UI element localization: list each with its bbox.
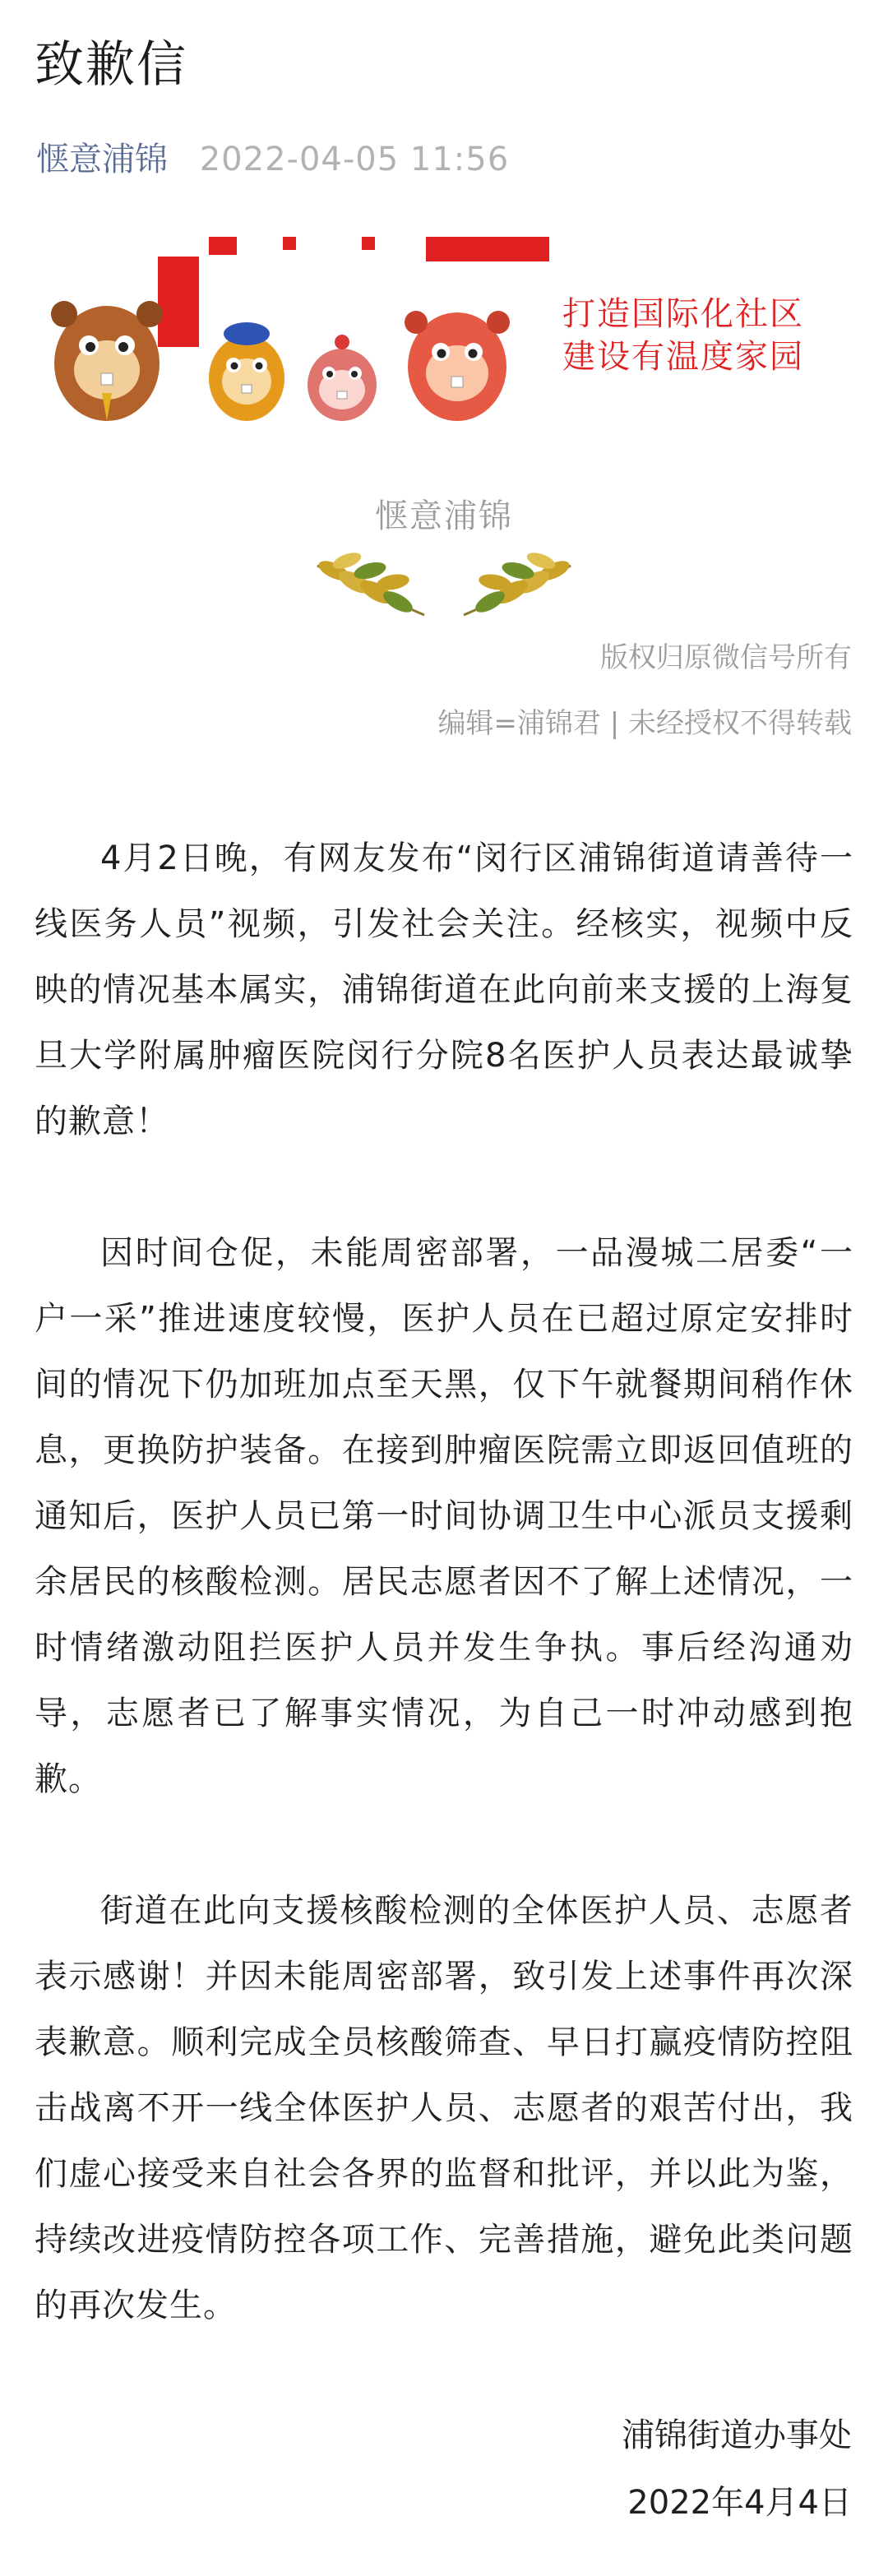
beaver-mascot-icon: [51, 301, 163, 421]
copyright-note: 版权归原微信号所有: [600, 641, 852, 674]
banner-slogan-line-1: 打造国际化社区: [562, 295, 804, 333]
body-paragraph: 4月2日晚，有网友发布“闵行区浦锦街道请善待一线医务人员”视频，引发社会关注。经核实，视频中反映的情况基本属实，浦锦街道在此向前来支援的上海复旦大学附属肿瘤医院闵行分院8名医护人员表达最诚挚的歉意！: [35, 839, 853, 1140]
beaver-mascot-icon: [209, 322, 284, 421]
brand-name: 惬意浦锦: [375, 497, 513, 535]
beaver-mascot-icon: [308, 335, 377, 421]
signature-date: 2022年4月4日: [627, 2484, 852, 2522]
header-banner: [36, 232, 852, 444]
article-meta: [36, 136, 509, 183]
article-title: 致歉信: [35, 36, 187, 94]
editor-note: 编辑=浦锦君 | 未经授权不得转载: [437, 707, 852, 740]
body-paragraph: 街道在此向支援核酸检测的全体医护人员、志愿者表示感谢！并因未能周密部署，致引发上述事件再次深表歉意。顺利完成全员核酸筛查、早日打赢疫情防控阻击战离不开一线全体医护人员、志愿者的艰苦付出，我们虚心接受来自社会各界的监督和批评，并以此为鉴，持续改进疫情防控各项工作、完善措施，避免此类问题的再次发生。: [35, 1892, 853, 2324]
body-paragraph: 因时间仓促，未能周密部署，一品漫城二居委“一户一采”推进速度较慢，医护人员在已超过原定安排时间的情况下仍加班加点至天黑，仅下午就餐期间稍作休息，更换防护装备。在接到肿瘤医院需立即返回值班的通知后，医护人员已第一时间协调卫生中心派员支援剩余居民的核酸检测。居民志愿者因不了解上述情况，一时情绪激动阻拦医护人员并发生争执。事后经沟通劝导，志愿者已了解事实情况，为自己一时冲动感到抱歉。: [35, 1234, 853, 1798]
beaver-mascot-icon: [405, 311, 510, 421]
laurel-wreath-icon: [301, 543, 587, 623]
signature-organization: 浦锦街道办事处: [622, 2416, 852, 2454]
mascot-group-illustration: [36, 232, 546, 444]
banner-slogan-line-2: 建设有温度家园: [562, 338, 804, 376]
account-name-link[interactable]: 惬意浦锦: [36, 141, 168, 178]
publish-time: 2022-04-05 11:56: [199, 141, 510, 178]
